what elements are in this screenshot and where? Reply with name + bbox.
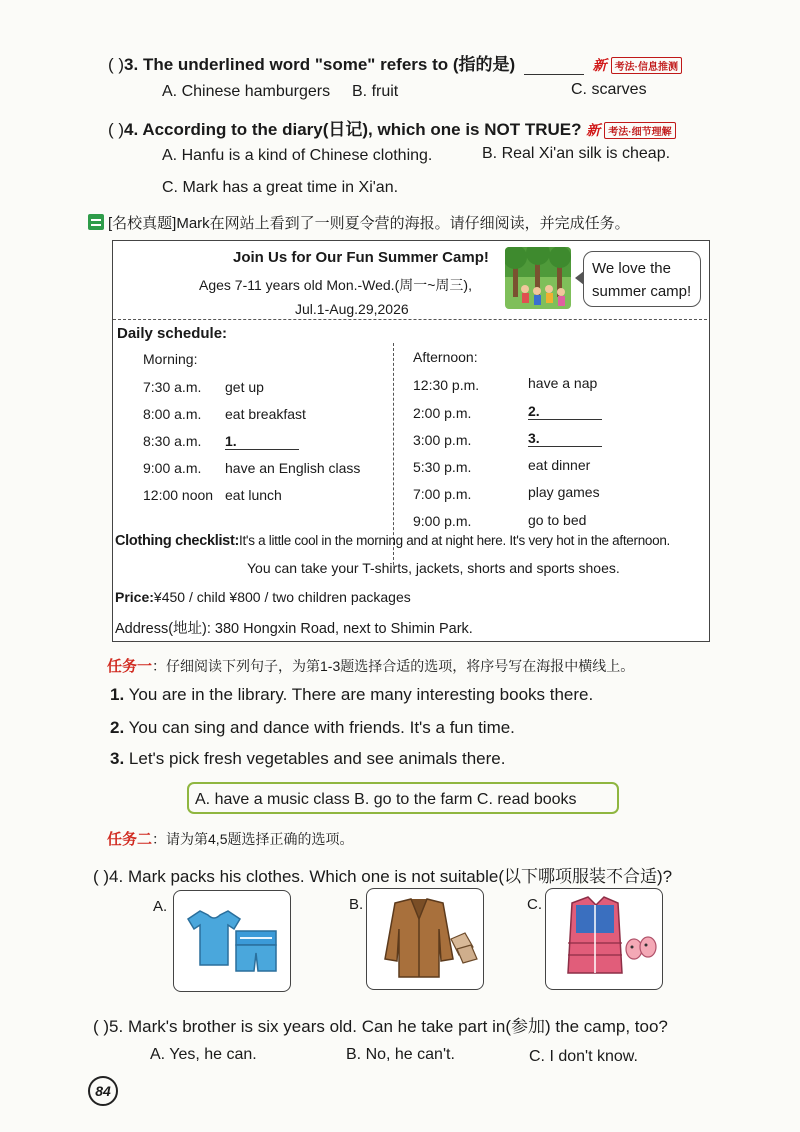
task1-item [110, 685, 593, 705]
schedule-label: Daily schedule: [117, 325, 228, 342]
camp-children-illustration [505, 247, 571, 309]
schedule-time: 8:00 a.m. [143, 406, 202, 422]
q5-option-a: A. Yes, he can. [150, 1046, 257, 1063]
q5-option-b: B. No, he can't. [346, 1046, 455, 1063]
schedule-time: 8:30 a.m. [143, 433, 202, 449]
task2-q5 [93, 1012, 668, 1037]
item-text: You can sing and dance with friends. It's a fun time. [128, 718, 515, 737]
clothing-text: It's a little cool in the morning and at night here. It's very hot in the afternoon. [239, 533, 670, 548]
schedule-activity: have an English class [225, 460, 361, 476]
picture-label-c: C. [527, 896, 542, 913]
q4a-option-a: A. Hanfu is a kind of Chinese clothing. [162, 147, 433, 164]
q3-option-b: B. fruit [352, 83, 399, 100]
q3-answer-blank[interactable] [524, 58, 584, 75]
picture-option-b[interactable] [366, 888, 484, 990]
q3-tag: 考法·信息推测 [611, 57, 682, 74]
item-text: Let's pick fresh vegetables and see animals there. [128, 749, 506, 768]
picture-label-a: A. [153, 898, 168, 915]
q3-line [108, 50, 682, 75]
task1-instruction: ：仔细阅读下列句子，为第1-3题选择合适的选项，将序号写在海报中横线上。 [152, 658, 635, 674]
answer-paren[interactable]: ( ) [93, 1017, 110, 1036]
schedule-time: 3:00 p.m. [413, 432, 472, 448]
schedule-time: 7:30 a.m. [143, 379, 202, 395]
schedule-activity: play games [528, 484, 600, 500]
divider-line [393, 343, 394, 565]
q4a-option-b: B. Real Xi'an silk is cheap. [482, 145, 671, 162]
q4-text: 4. Mark packs his clothes. Which one is not suitable(以下哪项服装不合适)? [109, 867, 673, 886]
answer-paren[interactable]: ( ) [108, 120, 125, 139]
new-mark-icon: 新 [586, 122, 601, 138]
q4a-tag: 考法·细节理解 [604, 122, 675, 139]
schedule-activity: eat lunch [225, 487, 282, 503]
price-label: Price: [115, 589, 154, 605]
task1-item [110, 718, 515, 738]
picture-label-b: B. [349, 896, 364, 913]
answer-blank-3[interactable]: 3. [528, 430, 602, 447]
schedule-time: 12:00 noon [143, 487, 214, 503]
schedule-time: 7:00 p.m. [413, 486, 472, 502]
q5-text: 5. Mark's brother is six years old. Can he take part in(参加) the camp, too? [109, 1017, 668, 1036]
poster-dates: Jul.1-Aug.29,2026 [295, 301, 409, 317]
page-number: 84 [88, 1076, 118, 1106]
answer-paren[interactable]: ( ) [93, 867, 110, 886]
task2-header [107, 828, 353, 849]
down-coat-mittens-icon [546, 889, 662, 989]
price-text: ¥450 / child ¥800 / two children packages [153, 589, 411, 605]
item-number: 2. [110, 718, 125, 737]
q5-option-c: C. I don't know. [529, 1048, 638, 1065]
poster-ages: Ages 7-11 years old Mon.-Wed.(周一~周三), [199, 277, 472, 293]
task2-label: 任务二 [107, 831, 153, 848]
answer-blank-2[interactable]: 2. [528, 403, 602, 420]
q3-option-c: C. scarves [571, 81, 647, 98]
schedule-time: 9:00 a.m. [143, 460, 202, 476]
clothing-label: Clothing checklist: [115, 533, 240, 549]
list-icon [88, 214, 104, 230]
answer-paren[interactable]: ( ) [108, 55, 125, 74]
q4a-line [108, 115, 676, 140]
task2-instruction: ：请为第4,5题选择正确的选项。 [152, 831, 354, 847]
schedule-time: 2:00 p.m. [413, 405, 472, 421]
item-text: You are in the library. There are many interesting books there. [128, 685, 594, 704]
task1-header [107, 655, 634, 676]
speech-bubble: We love the summer camp! [583, 251, 701, 307]
schedule-activity: have a nap [528, 375, 598, 391]
q3-text: 3. The underlined word "some" refers to (指的是) [124, 55, 516, 74]
poster-title: Join Us for Our Fun Summer Camp! [233, 249, 489, 266]
schedule-activity: eat breakfast [225, 406, 306, 422]
clothing-text-2: You can take your T-shirts, jackets, shorts and sports shoes. [247, 560, 620, 576]
tshirt-shorts-icon [174, 891, 290, 991]
task1-item [110, 749, 505, 769]
item-number: 1. [110, 685, 125, 704]
schedule-time: 5:30 p.m. [413, 459, 472, 475]
jacket-shoes-icon [367, 889, 483, 989]
schedule-time: 9:00 p.m. [413, 513, 472, 529]
divider-line [113, 319, 707, 320]
q3-option-a: A. Chinese hamburgers [162, 83, 331, 100]
task2-q4 [93, 862, 672, 887]
task1-label: 任务一 [107, 658, 153, 675]
q4a-option-c: C. Mark has a great time in Xi'an. [162, 179, 399, 196]
item-number: 3. [110, 749, 125, 768]
schedule-activity: eat dinner [528, 457, 591, 473]
picture-option-a[interactable] [173, 890, 291, 992]
picture-option-c[interactable] [545, 888, 663, 990]
afternoon-label: Afternoon: [413, 349, 478, 365]
section-header: [名校真题]Mark在网站上看到了一则夏令营的海报。请仔细阅读，并完成任务。 [108, 215, 630, 232]
choices-box: A. have a music class B. go to the farm C. read books [187, 782, 619, 814]
schedule-activity: get up [225, 379, 264, 395]
camp-poster [112, 240, 710, 642]
answer-blank-1[interactable]: 1. [225, 433, 299, 450]
morning-label: Morning: [143, 351, 198, 367]
q4a-text: 4. According to the diary(日记), which one is NOT TRUE? [124, 120, 582, 139]
clothing-checklist [115, 533, 670, 549]
poster-address: Address(地址): 380 Hongxin Road, next to Shimin Park. [115, 621, 473, 637]
schedule-activity: go to bed [528, 512, 587, 528]
price-line [115, 589, 411, 605]
new-mark-icon: 新 [592, 57, 607, 73]
schedule-time: 12:30 p.m. [413, 377, 480, 393]
